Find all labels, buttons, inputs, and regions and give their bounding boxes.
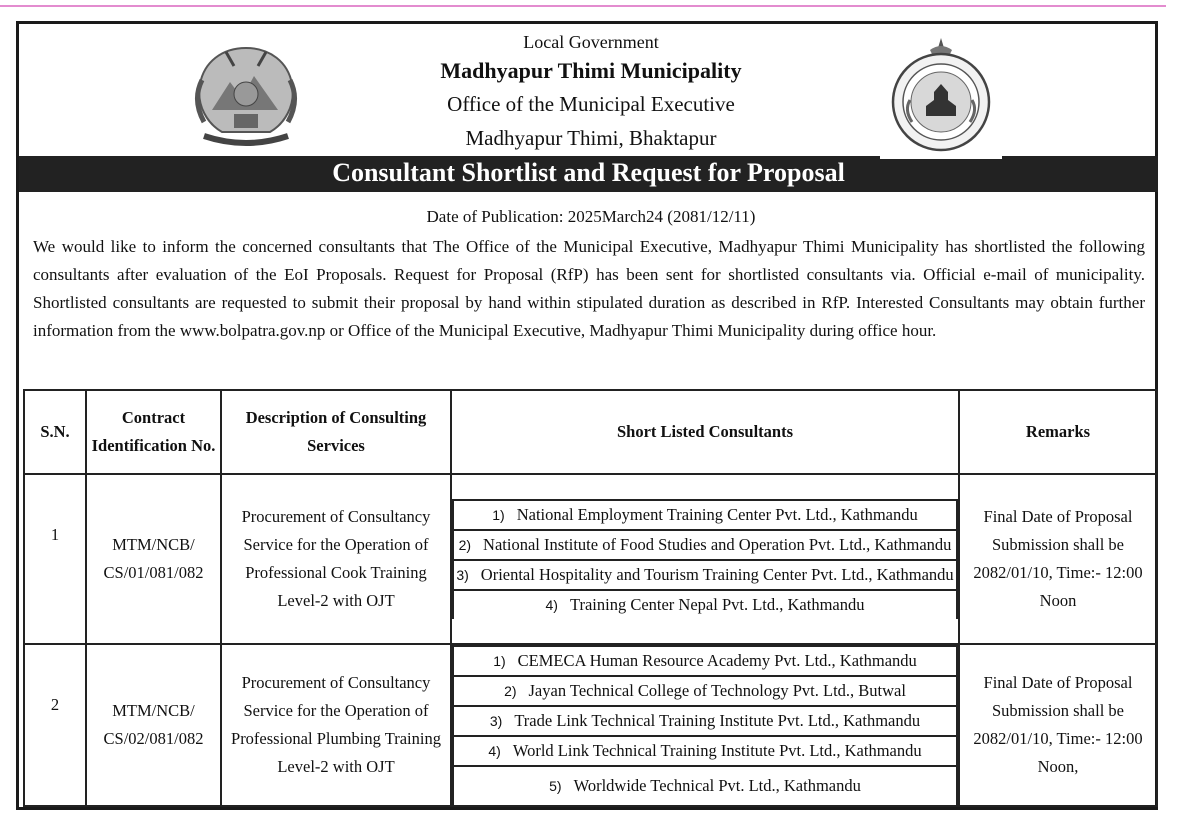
consultant-name: National Institute of Food Studies and Operation Pvt. Ltd., Kathmandu: [483, 535, 952, 554]
top-rule: [0, 5, 1166, 7]
row-remarks: Final Date of Proposal Submission shall be 2082/01/10, Time:- 12:00 Noon,: [959, 644, 1157, 806]
row-contract-id: MTM/NCB/ CS/02/081/082: [86, 644, 221, 806]
consultant-number: 2): [458, 537, 472, 553]
consultant-item: [453, 590, 957, 619]
consultant-number: 4): [545, 597, 558, 613]
table-header-row: [24, 390, 1157, 474]
consultant-number: 5): [549, 778, 562, 794]
consultant-name: Oriental Hospitality and Tourism Training Center Pvt. Ltd., Kathmandu: [480, 565, 954, 584]
row-sn: 2: [24, 644, 86, 806]
consultant-number: 2): [504, 683, 517, 699]
consultant-name: Worldwide Technical Pvt. Ltd., Kathmandu: [573, 776, 861, 795]
municipality-name: Madhyapur Thimi Municipality: [440, 58, 742, 83]
header-consultants: Short Listed Consultants: [451, 390, 959, 474]
row-sn: 1: [24, 474, 86, 644]
header-contract: Contract Identification No.: [86, 390, 221, 474]
consultant-number: 3): [489, 713, 503, 729]
consultant-item: [453, 676, 957, 706]
notice-body: We would like to inform the concerned consultants that The Office of the Municipal Executive, Madhyapur Thimi Municipality has shortlisted the following consultants after evaluation of the EoI Proposals. Request for Proposal (RfP) has been sent for shortlisted consultants via. Official e-mail of municipality. Shortlisted consultants are requested to submit their proposal by hand within stipulated duration as described in RfP. Interested Consultants may obtain further information from the www.bolpatra.gov.np or Office of the Municipal Executive, Madhyapur Thimi Municipality during office hour.: [33, 237, 1145, 340]
consultant-list: [452, 645, 958, 805]
consultant-item: [453, 500, 957, 530]
government-label: Local Government: [523, 32, 659, 52]
office-location: Madhyapur Thimi, Bhaktapur: [465, 126, 717, 150]
publication-date: Date of Publication: 2025March24 (2081/12/11): [426, 207, 756, 226]
notice-title: Consultant Shortlist and Request for Proposal: [19, 156, 1158, 192]
consultant-item: [453, 530, 957, 560]
consultant-name: National Employment Training Center Pvt. Ltd., Kathmandu: [516, 505, 918, 524]
consultant-item: [453, 560, 957, 590]
consultant-name: Jayan Technical College of Technology Pvt. Ltd., Butwal: [528, 681, 906, 700]
row-consultants: [451, 644, 959, 806]
consultant-item: [453, 706, 957, 736]
header-sn: S.N.: [24, 390, 86, 474]
row-consultants: [451, 474, 959, 644]
consultant-number: 1): [492, 507, 505, 523]
consultant-item: [453, 646, 957, 676]
header-remarks: Remarks: [959, 390, 1157, 474]
consultant-name: World Link Technical Training Institute Pvt. Ltd., Kathmandu: [512, 741, 922, 760]
consultant-name: Training Center Nepal Pvt. Ltd., Kathmandu: [569, 595, 865, 614]
row-contract-id: MTM/NCB/ CS/01/081/082: [86, 474, 221, 644]
row-description: Procurement of Consultancy Service for the Operation of Professional Cook Training Level-2 with OJT: [221, 474, 451, 644]
consultant-item: [453, 766, 957, 805]
table-row: [24, 644, 1157, 806]
consultant-number: 3): [456, 567, 469, 583]
row-description: Procurement of Consultancy Service for the Operation of Professional Plumbing Training Level-2 with OJT: [221, 644, 451, 806]
shortlist-table: [23, 389, 1158, 807]
header-description: Description of Consulting Services: [221, 390, 451, 474]
consultant-name: CEMECA Human Resource Academy Pvt. Ltd., Kathmandu: [517, 651, 917, 670]
table-row: [24, 474, 1157, 644]
banner-notch: [880, 156, 1002, 159]
row-remarks: Final Date of Proposal Submission shall be 2082/01/10, Time:- 12:00 Noon: [959, 474, 1157, 644]
consultant-number: 1): [493, 653, 506, 669]
office-name: Office of the Municipal Executive: [447, 92, 735, 116]
consultant-item: [453, 736, 957, 766]
consultant-number: 4): [488, 743, 501, 759]
consultant-list: [452, 499, 958, 619]
consultant-name: Trade Link Technical Training Institute Pvt. Ltd., Kathmandu: [514, 711, 921, 730]
